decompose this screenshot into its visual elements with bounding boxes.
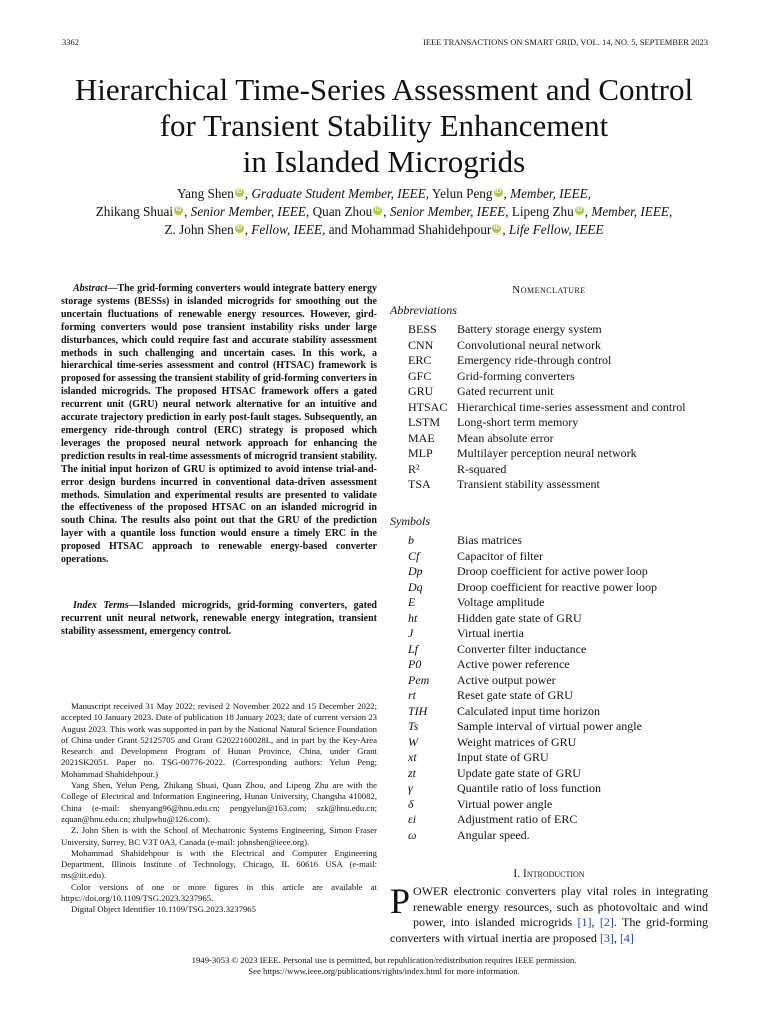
author-name: Lipeng Zhu (511, 204, 574, 219)
nomenclature-term: ω (408, 827, 417, 842)
section-heading: I. Introduction (513, 868, 585, 880)
nomenclature-row (390, 338, 708, 354)
nomenclature-definition: Multilayer perception neural network (457, 446, 637, 460)
nomenclature-term: R² (408, 461, 420, 476)
orcid-icon[interactable]: iD (374, 207, 381, 213)
nomenclature-definition: Grid-forming converters (457, 368, 575, 383)
conjunction: and (328, 222, 348, 237)
nomenclature-row (390, 415, 708, 431)
nomenclature-row (390, 657, 708, 673)
nomenclature-term: ERC (408, 353, 432, 367)
nomenclature-row (390, 580, 708, 596)
nomenclature-term: Lf (408, 641, 419, 656)
nomenclature-row (390, 688, 708, 704)
nomenclature-term: E (408, 595, 416, 609)
journal-info: IEEE TRANSACTIONS ON SMART GRID, VOL. 14, NO. 5, SEPTEMBER 2023 (423, 37, 708, 47)
nomenclature-row (390, 673, 708, 689)
abbreviations-section (390, 303, 708, 493)
copyright-footer (0, 955, 768, 977)
nomenclature-term: Dp (408, 564, 423, 578)
author-name: Yelun Peng (431, 186, 493, 201)
nomenclature-term: W (408, 734, 418, 749)
index-terms (61, 600, 377, 639)
nomenclature-row (390, 384, 708, 400)
nomenclature-row (390, 549, 708, 565)
index-terms-label: Index Terms (73, 600, 129, 611)
lead-word: OWER (413, 884, 449, 898)
nomenclature-term: Pem (408, 672, 430, 687)
nomenclature-row (390, 446, 708, 462)
author-list: Yang Shen iD , Graduate Student Member, IEEE, Yelun Peng iD , Member, IEEE, Zhikang Shuai iD , Senior Member, IEEE, Quan Zhou iD , Senior Member, IEEE, Lipeng Zhu iD , Member, IEEE, Z. John Shen iD , Fellow, IEEE, and Mohammad Shahidehpour iD , Life Fellow, IEEE (95, 186, 673, 237)
nomenclature-term: b (408, 533, 414, 547)
abstract-label: Abstract (73, 283, 108, 294)
nomenclature-definition: Sample interval of virtual power angle (457, 719, 642, 733)
nomenclature-row (390, 369, 708, 385)
index-terms-text: —Islanded microgrids, grid-forming converters, gated recurrent unit neural network, renewable energy integration, transient stability assessment, emergency control. (61, 600, 377, 637)
nomenclature-term: GRU (408, 384, 434, 398)
drop-cap: P (390, 881, 411, 921)
nomenclature-definition: Battery storage energy system (457, 322, 602, 336)
nomenclature-row (390, 735, 708, 751)
footnote: Manuscript received 31 May 2022; revised 2 November 2022 and 15 December 2022; accepted 10 January 2023. Date of publication 18 January 2023; date of current version 23 August 2023. This work was supported in part by the National Natural Science Foundation of China under Grant 52125705 and Grant G2022160028L, and in part by the Key-Area Research and Development Program of Hunan Province, China, under Grant 2021SK2051. Paper no. TSG-00776-2022. (Corresponding authors: Yelun Peng; Mohammad Shahidehpour.) (61, 701, 377, 779)
nomenclature-term: xt (408, 750, 417, 764)
nomenclature-row (390, 477, 708, 493)
nomenclature-definition: Droop coefficient for reactive power loop (457, 579, 658, 594)
footnote: Mohammad Shahidehpour is with the Electrical and Computer Engineering Department, Illinois Institute of Technology, Chicago, IL 60616 USA (e-mail: ms@iit.edu). (61, 847, 377, 881)
nomenclature-term: LSTM (408, 415, 441, 429)
nomenclature-row (390, 766, 708, 782)
nomenclature-row (390, 704, 708, 720)
author-membership: Senior Member, IEEE (190, 204, 306, 219)
nomenclature-row (390, 719, 708, 735)
symbols-section (390, 514, 708, 843)
nomenclature-term: Cf (408, 548, 420, 563)
author-name: Mohammad Shahidehpour (351, 222, 492, 237)
nomenclature-row (390, 626, 708, 642)
nomenclature-definition: Converter filter inductance (457, 641, 587, 656)
orcid-icon[interactable]: iD (495, 189, 501, 195)
nomenclature-definition: Droop coefficient for active power loop (457, 564, 648, 578)
author-membership: Life Fellow, IEEE (508, 222, 604, 237)
nomenclature-term: εi (408, 812, 417, 826)
nomenclature-definition: Angular speed. (457, 827, 530, 842)
nomenclature-term: TSA (408, 477, 431, 491)
abbreviations-list (390, 322, 708, 493)
nomenclature-definition: Virtual inertia (457, 626, 524, 640)
nomenclature-definition: Active power reference (457, 657, 570, 671)
author-name: Z. John Shen (164, 222, 234, 237)
nomenclature-term: zt (408, 765, 417, 780)
introduction-text: POWER electronic converters play vital roles in integrating renewable energy resources, such as photovoltaic and wind power, into islanded microgrids [1], [2]. The grid-forming converters with virtual inertia are proposed [3], [4] (390, 881, 708, 945)
nomenclature-term: GFC (408, 368, 432, 383)
nomenclature-definition: Mean absolute error (457, 430, 554, 445)
nomenclature-definition: Virtual power angle (457, 796, 553, 811)
nomenclature-row (390, 533, 708, 549)
author-membership: Senior Member, IEEE (389, 204, 506, 219)
nomenclature-term: P0 (408, 657, 422, 671)
nomenclature-term: Dq (408, 579, 423, 594)
footnote: Digital Object Identifier 10.1109/TSG.2023.3237965 (71, 904, 256, 915)
nomenclature-definition: Hidden gate state of GRU (457, 610, 582, 625)
nomenclature-row (390, 431, 708, 447)
footnotes (61, 701, 377, 916)
nomenclature-definition: Calculated input time horizon (457, 703, 600, 718)
paper-title (0, 72, 768, 180)
nomenclature-term: δ (408, 796, 414, 811)
nomenclature-term: TIH (408, 703, 428, 718)
nomenclature-term: BESS (408, 322, 437, 336)
nomenclature-term: HTSAC (408, 399, 448, 414)
nomenclature-row (390, 797, 708, 813)
author-name: Yang Shen (176, 186, 234, 201)
nomenclature-term: MAE (408, 430, 435, 445)
citation-link[interactable]: [4] (619, 930, 634, 945)
nomenclature-row (390, 400, 708, 416)
orcid-icon[interactable]: iD (236, 225, 243, 231)
nomenclature-row (390, 564, 708, 580)
nomenclature-row (390, 750, 708, 766)
citation-link[interactable]: [2] (599, 915, 614, 930)
nomenclature-definition: Gated recurrent unit (457, 384, 554, 398)
orcid-icon[interactable]: iD (236, 189, 243, 195)
nomenclature-term: γ (408, 781, 413, 795)
nomenclature-term: CNN (408, 337, 434, 352)
nomenclature-row (390, 642, 708, 658)
nomenclature-definition: R-squared (457, 461, 507, 476)
nomenclature-term: J (408, 626, 414, 640)
nomenclature-definition: Long-short term memory (457, 415, 579, 429)
footnote: Z. John Shen is with the School of Mechatronic Systems Engineering, Simon Fraser University, Surrey, BC V3T 0A3, Canada (e-mail: johnshen@ieee.org). (61, 825, 377, 847)
citation-link[interactable]: [1] (577, 915, 592, 930)
footnote: Yang Shen, Yelun Peng, Zhikang Shuai, Quan Zhou, and Lipeng Zhu are with the College of Electrical and Information Engineering, Hunan University, Changsha 410082, China (e-mail: shenyang96@hnu.edu.cn; pengyelun@163.com; szk@hnu.edu.cn; zquan@hnu.edu.cn; zhulpwhu@126.com). (61, 780, 377, 824)
nomenclature-definition: Capacitor of filter (457, 548, 543, 563)
copyright-line: 1949-3053 © 2023 IEEE. Personal use is permitted, but republication/redistribution requires IEEE permission. (191, 955, 577, 965)
nomenclature-term: Ts (408, 719, 419, 733)
author-membership: Fellow, IEEE (251, 222, 323, 237)
nomenclature-heading: Nomenclature (512, 284, 586, 296)
title-line-2: for Transient Stability Enhancement (159, 108, 609, 143)
nomenclature-row (390, 611, 708, 627)
nomenclature-definition: Adjustment ratio of ERC (457, 812, 578, 826)
citation-link[interactable]: [3] (599, 930, 614, 945)
nomenclature-term: MLP (408, 446, 433, 460)
author-name: Quan Zhou (312, 204, 373, 219)
nomenclature-definition: Transient stability assessment (457, 477, 600, 491)
symbols-list (390, 533, 708, 843)
nomenclature-definition: Convolutional neural network (457, 337, 601, 352)
nomenclature-row (390, 781, 708, 797)
rights-link-line[interactable]: See https://www.ieee.org/publications/rights/index.html for more information. (248, 966, 520, 976)
page-number: 3362 (62, 37, 79, 47)
nomenclature-row (390, 462, 708, 478)
author-name: Zhikang Shuai (95, 204, 174, 219)
author-membership: Member, IEEE (510, 186, 588, 201)
abstract-text: —The grid-forming converters would integrate battery energy storage systems (BESSs) in islanded microgrids for smoothing out the uncertain fluctuations of renewable energy resources. However, gird-forming converters would pose transient instability risks under large disturbances, which could require fast and accurate stability assessment methods in such challenging and uncertain cases. In this work, a hierarchical time-series assessment and control (HTSAC) framework is proposed for assessing the transient stability of grid-forming converters in islanded microgrids. The proposed HTSAC framework offers a gated recurrent unit (GRU) neural network alternative for an intuitive and accurate trajectory prediction in early post-fault stages. Subsequently, an emergency ride-through control (ERC) strategy is proposed which leverages the proposed neural network approach for enhancing the prediction results in real-time assessments of microgrid transient stability. The initial input horizon of GRU is optimized to avoid intense trial-and-error design burdens incurred in conventional data-driven assessment methods. Simulation and experimental results are presented to validate the effectiveness of the proposed HTSAC on an islanded microgrid in south China. The results also point out that the GRU of the prediction layer with a quantile loss function would ensure a timely ERC in the proposed HTSAC approach to renewable energy-based converter operations. (61, 283, 378, 566)
nomenclature-term: rt (408, 688, 417, 702)
orcid-icon[interactable]: iD (576, 207, 583, 213)
nomenclature-row (390, 322, 708, 338)
nomenclature-definition: Bias matrices (457, 533, 522, 547)
nomenclature-definition: Voltage amplitude (457, 595, 545, 609)
nomenclature-definition: Update gate state of GRU (457, 765, 581, 780)
nomenclature-row (390, 812, 708, 828)
author-membership: Graduate Student Member, IEEE (251, 186, 426, 201)
title-line-3: in Islanded Microgrids (242, 144, 526, 179)
nomenclature-definition: Active output power (457, 672, 556, 687)
orcid-icon[interactable]: iD (175, 207, 182, 213)
symbols-heading: Symbols (390, 514, 430, 528)
running-head (62, 37, 708, 47)
abstract (61, 283, 377, 567)
nomenclature-term: ht (408, 610, 418, 625)
nomenclature-definition: Input state of GRU (457, 750, 549, 764)
nomenclature-definition: Hierarchical time-series assessment and control (457, 399, 686, 414)
abbreviations-heading: Abbreviations (390, 303, 457, 317)
nomenclature-definition: Quantile ratio of loss function (457, 781, 601, 795)
nomenclature-row (390, 595, 708, 611)
footnote: Color versions of one or more figures in this article are available at https://doi.org/10.1109/TSG.2023.3237965. (61, 881, 377, 904)
nomenclature-definition: Emergency ride-through control (457, 353, 612, 367)
nomenclature-row (390, 828, 708, 844)
nomenclature-row (390, 353, 708, 369)
orcid-icon[interactable]: iD (493, 225, 500, 231)
nomenclature-definition: Weight matrices of GRU (457, 734, 577, 749)
author-membership: Member, IEEE (591, 204, 669, 219)
nomenclature-definition: Reset gate state of GRU (457, 688, 573, 702)
title-line-1: Hierarchical Time-Series Assessment and Control (74, 72, 694, 107)
